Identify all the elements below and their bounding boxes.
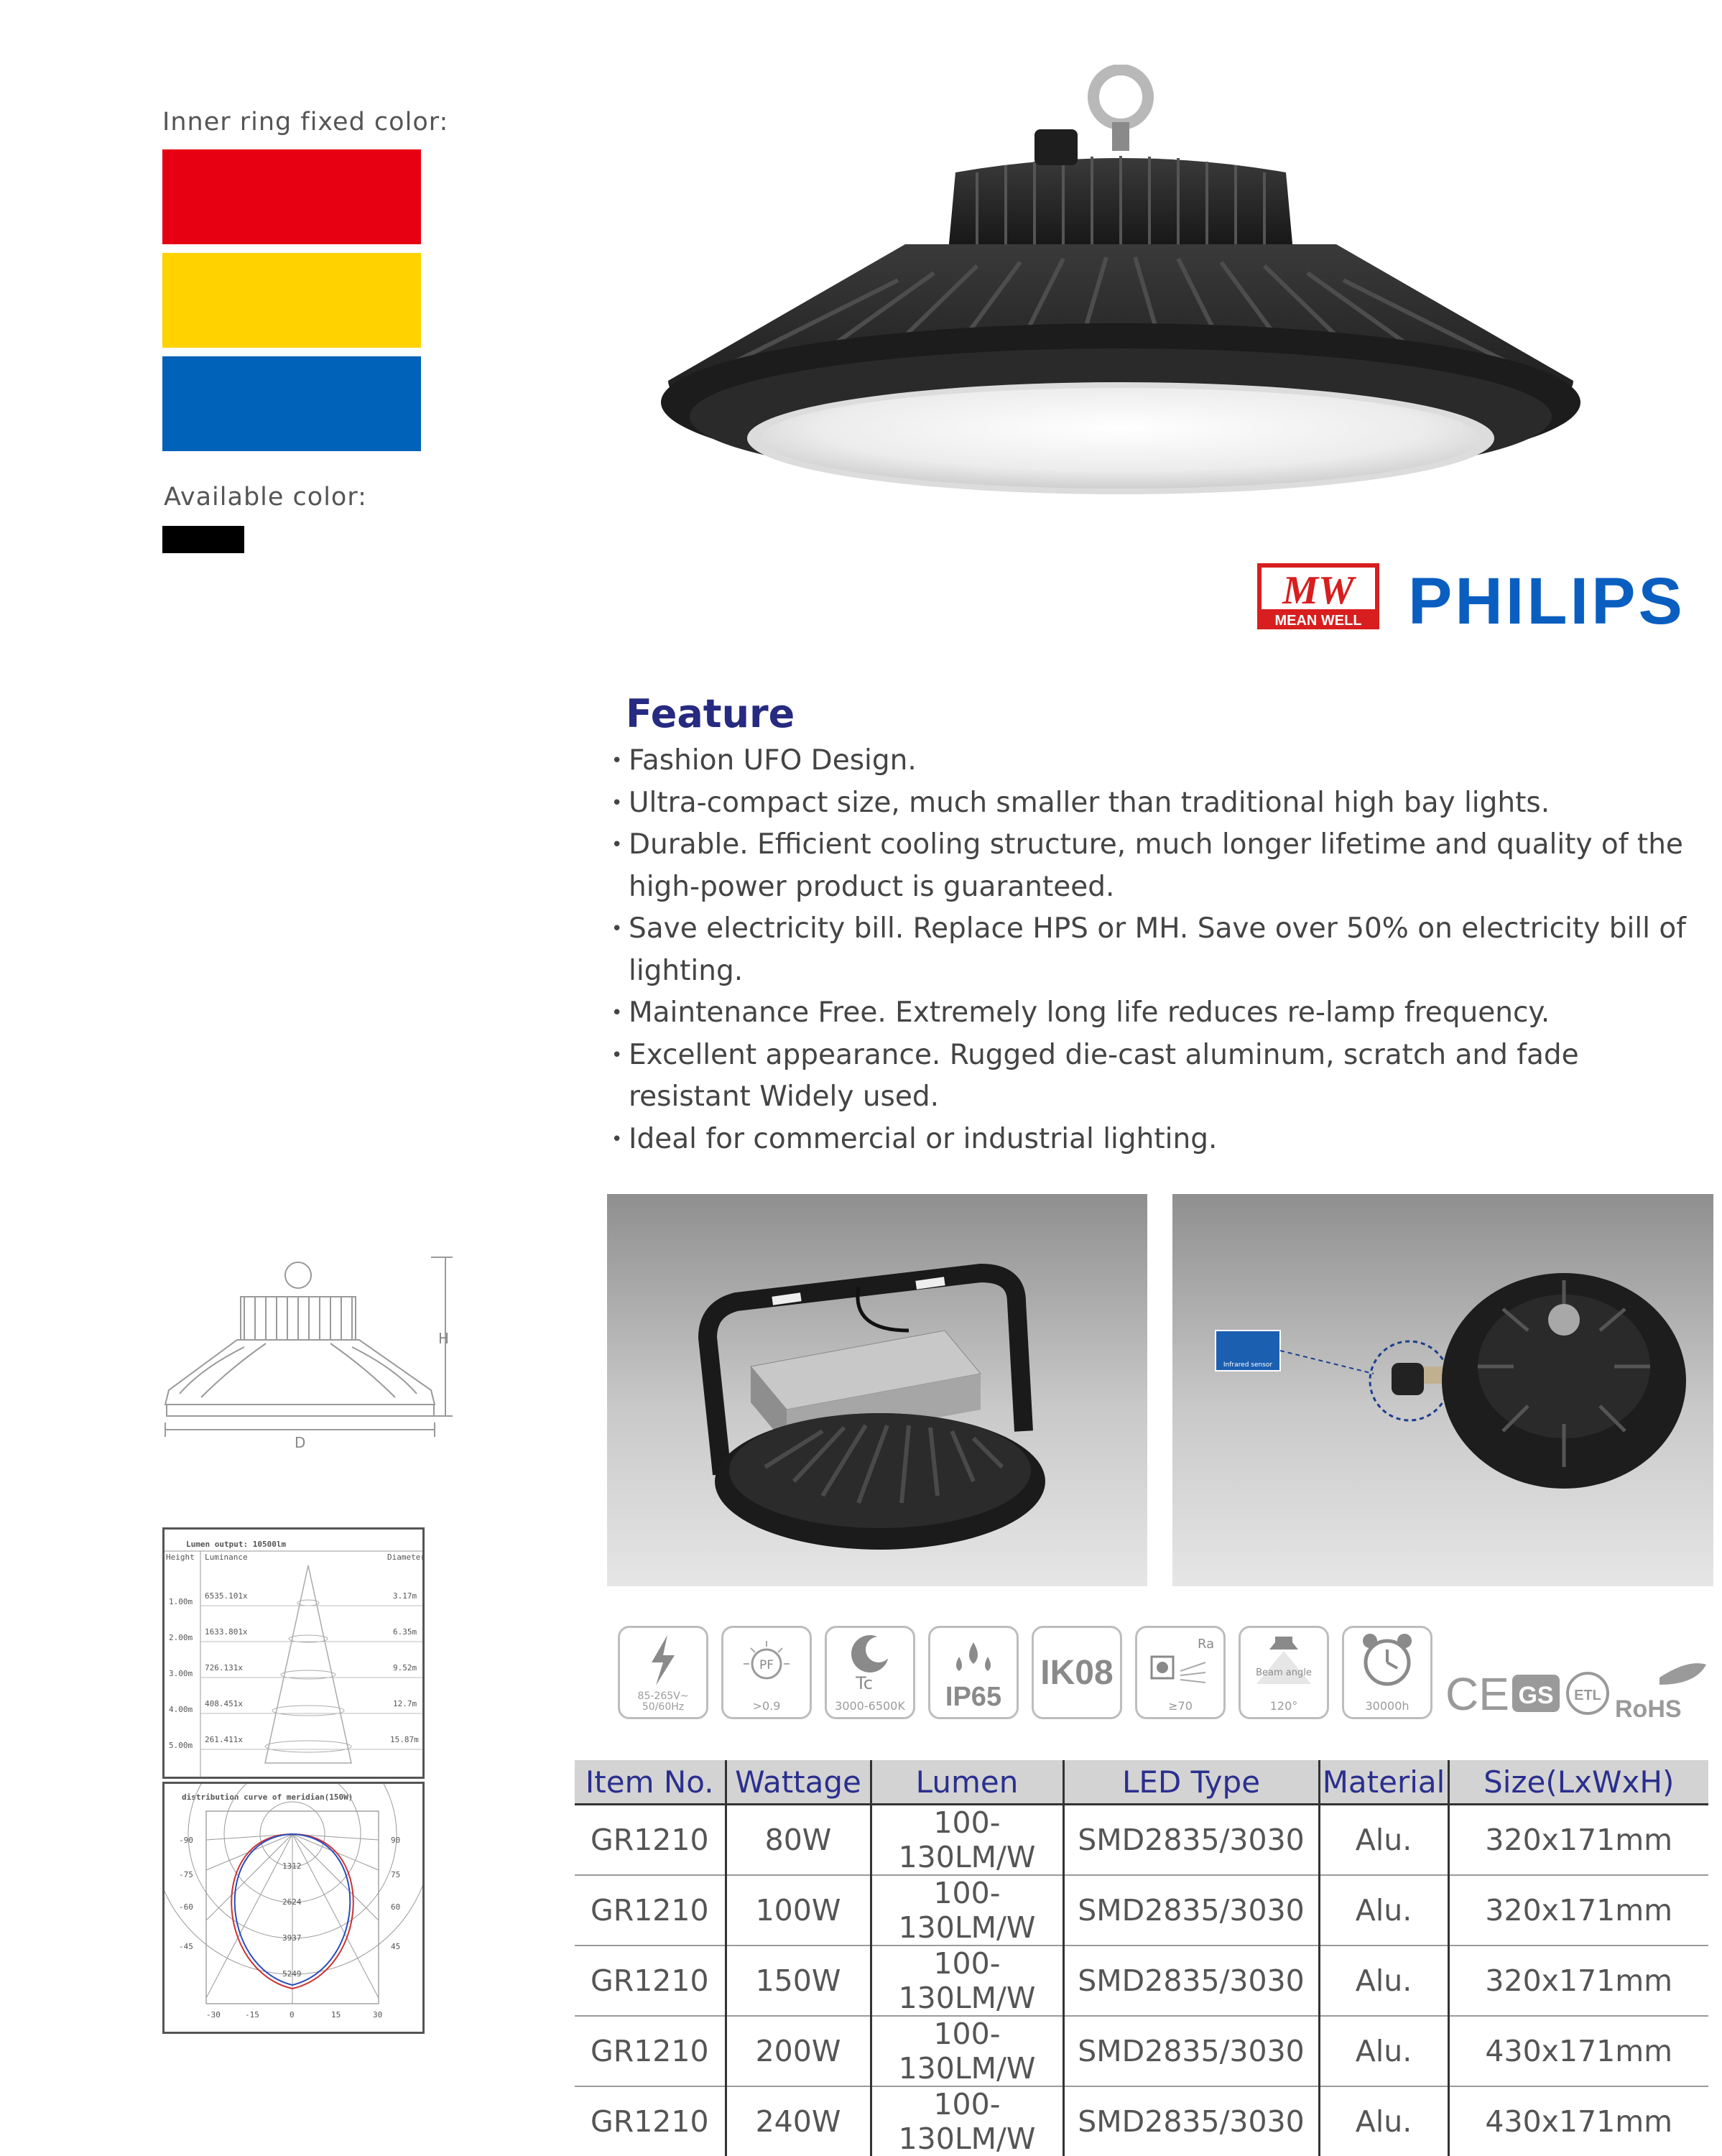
inner-ring-color-label: Inner ring fixed color: <box>162 108 449 137</box>
dimension-drawing <box>158 1254 460 1455</box>
feature-item: • Excellent appearance. Rugged die-cast aluminum, scratch and fade resistant Widely used. <box>611 1035 1689 1119</box>
angle-label: -90 <box>179 1836 193 1845</box>
lumen-diameter: 6.35m <box>393 1627 417 1637</box>
table-cell: GR1210 <box>575 2086 726 2156</box>
angle-label: -60 <box>179 1902 193 1912</box>
table-cell: 430x171mm <box>1448 2086 1708 2156</box>
lumen-diameter: 3.17m <box>393 1591 417 1601</box>
lumen-col-diameter: Diameter <box>387 1553 422 1562</box>
angle-label: 75 <box>391 1870 401 1879</box>
ra-caption: ≥70 <box>1168 1699 1193 1713</box>
cri-icon <box>1135 1626 1226 1719</box>
life-caption: 30000h <box>1365 1699 1409 1713</box>
lumen-height: 4.00m <box>169 1705 193 1714</box>
feature-item: • Save electricity bill. Replace HPS or MH. Save over 50% on electricity bill of lighting. <box>611 908 1689 992</box>
intensity-value: 1312 <box>282 1861 302 1871</box>
ik08-icon <box>1032 1626 1122 1719</box>
table-cell: GR1210 <box>590 1823 709 1857</box>
intensity-value: 5249 <box>282 1969 302 1979</box>
angle-label: -30 <box>206 2010 221 2019</box>
swatch-black <box>162 526 244 553</box>
table-cell: 320x171mm <box>1448 1805 1708 1876</box>
table-row <box>575 1805 1708 1876</box>
feature-title: Feature <box>626 691 795 736</box>
lumen-lux: 726.131x <box>205 1663 243 1672</box>
table-cell: Alu. <box>1319 1805 1448 1876</box>
table-cell: SMD2835/3030 <box>1063 1946 1319 2016</box>
lumen-lux: 1633.801x <box>205 1627 248 1637</box>
intensity-value: 2624 <box>282 1897 302 1907</box>
angle-label: 15 <box>331 2010 341 2019</box>
angle-label: -15 <box>245 2010 259 2019</box>
col-item-no: Item No. <box>575 1760 726 1805</box>
lumen-chart-title: Lumen output: 10500lm <box>186 1540 287 1549</box>
col-lumen: Lumen <box>871 1760 1063 1805</box>
etl-mark <box>1568 1673 1608 1713</box>
lumen-output-chart <box>162 1527 425 1779</box>
ufo-highbay-product-image <box>618 65 1638 524</box>
angle-label: 90 <box>391 1836 401 1845</box>
beam-angle-icon <box>1239 1626 1329 1719</box>
table-cell: 320x171mm <box>1448 1875 1708 1946</box>
col-size: Size(LxWxH) <box>1448 1760 1708 1805</box>
lumen-col-luminance: Luminance <box>205 1553 248 1562</box>
table-cell: SMD2835/3030 <box>1063 1875 1319 1946</box>
table-cell: Alu. <box>1319 2016 1448 2086</box>
col-wattage: Wattage <box>726 1760 871 1805</box>
lumen-diameter: 12.7m <box>393 1699 417 1708</box>
feature-item: • Ideal for commercial or industrial lighting. <box>611 1119 1689 1161</box>
svg-text:GS: GS <box>1518 1682 1554 1709</box>
table-cell: 150W <box>726 1946 871 2016</box>
meanwell-logo-text: MW <box>1282 568 1354 613</box>
table-cell: 80W <box>726 1805 871 1876</box>
table-cell: Alu. <box>1319 2086 1448 2156</box>
pf-caption: >0.9 <box>752 1699 781 1713</box>
intensity-value: 3937 <box>282 1933 302 1943</box>
gs-mark <box>1512 1675 1560 1712</box>
meanwell-logo <box>1257 563 1379 629</box>
swatch-red <box>162 149 421 244</box>
angle-label: 30 <box>373 2010 383 2019</box>
table-cell: 100-130LM/W <box>871 1875 1063 1946</box>
angle-label: 45 <box>391 1942 401 1951</box>
lumen-lux: 6535.101x <box>205 1591 248 1601</box>
feature-list <box>611 740 1689 1160</box>
lumen-lux: 408.451x <box>205 1699 243 1708</box>
table-cell: 320x171mm <box>1448 1946 1708 2016</box>
distribution-curve-chart <box>162 1782 425 2034</box>
lumen-height: 1.00m <box>169 1597 193 1606</box>
col-led-type: LED Type <box>1063 1760 1319 1805</box>
beam-caption: 120° <box>1269 1699 1298 1713</box>
table-cell: 240W <box>726 2086 871 2156</box>
lifespan-icon <box>1342 1626 1432 1719</box>
sensor-photo <box>1172 1194 1713 1586</box>
lumen-col-height: Height <box>166 1553 195 1562</box>
swatch-yellow <box>162 253 421 348</box>
ce-mark: CE <box>1445 1668 1509 1720</box>
lumen-height: 5.00m <box>169 1741 193 1750</box>
ik-rating: IK08 <box>1040 1654 1114 1692</box>
angle-label: -75 <box>179 1870 193 1879</box>
lumen-diameter: 15.87m <box>390 1735 419 1744</box>
feature-item: • Durable. Efficient cooling structure, much longer lifetime and quality of the high-power product is guaranteed. <box>611 824 1689 908</box>
beam-label: Beam angle <box>1256 1667 1312 1678</box>
feature-item: • Maintenance Free. Extremely long life reduces re-lamp frequency. <box>611 992 1689 1035</box>
table-row <box>575 1946 1708 2016</box>
table-cell: 200W <box>726 2016 871 2086</box>
angle-label: -45 <box>179 1942 193 1951</box>
voltage-caption: 85-265V~ 50/60Hz <box>637 1690 689 1713</box>
rohs-mark: RoHS <box>1615 1695 1682 1721</box>
svg-text:ETL: ETL <box>1574 1688 1601 1703</box>
table-cell: Alu. <box>1319 1875 1448 1946</box>
height-label: H <box>438 1330 450 1347</box>
table-cell: Alu. <box>1319 1946 1448 2016</box>
pf-symbol: PF <box>759 1658 774 1672</box>
lumen-height: 3.00m <box>169 1669 193 1678</box>
angle-label: 60 <box>391 1902 401 1912</box>
table-cell: 430x171mm <box>1448 2016 1708 2086</box>
power-factor-icon <box>721 1626 812 1719</box>
table-cell: 100-130LM/W <box>871 1946 1063 2016</box>
table-cell: GR1210 <box>575 1875 726 1946</box>
table-cell: GR1210 <box>575 1946 726 2016</box>
table-cell: 100-130LM/W <box>871 2086 1063 2156</box>
meanwell-subtext: MEAN WELL <box>1274 613 1362 629</box>
ra-symbol: Ra <box>1198 1637 1215 1652</box>
sensor-label: Infrared sensor <box>1223 1361 1273 1369</box>
voltage-icon <box>618 1626 708 1719</box>
feature-item: • Fashion UFO Design. <box>611 740 1689 782</box>
ip-rating: IP65 <box>945 1682 1002 1712</box>
table-row <box>575 2016 1708 2086</box>
feature-item: • Ultra-compact size, much smaller than traditional high bay lights. <box>611 782 1689 825</box>
table-cell: 100-130LM/W <box>871 1805 1063 1876</box>
bracket-driver-photo <box>607 1194 1147 1586</box>
col-material: Material <box>1319 1760 1448 1805</box>
table-cell: SMD2835/3030 <box>1063 2016 1319 2086</box>
philips-logo: PHILIPS <box>1408 565 1685 638</box>
angle-label: 0 <box>290 2010 295 2019</box>
table-row <box>575 2086 1708 2156</box>
distribution-chart-title: distribution curve of meridian(150W) <box>182 1792 353 1802</box>
spec-table <box>575 1760 1708 2156</box>
cct-caption: 3000-6500K <box>835 1699 905 1713</box>
lumen-lux: 261.411x <box>205 1735 243 1744</box>
diameter-label: D <box>295 1434 306 1451</box>
table-cell: 100W <box>726 1875 871 1946</box>
lumen-diameter: 9.52m <box>393 1663 417 1672</box>
cct-symbol: Tc <box>856 1673 873 1693</box>
table-header-row <box>575 1760 1708 1805</box>
available-color-label: Available color: <box>164 483 367 512</box>
table-cell: GR1210 <box>575 2016 726 2086</box>
table-cell: SMD2835/3030 <box>1063 2086 1319 2156</box>
color-temperature-icon <box>825 1626 915 1719</box>
table-cell: SMD2835/3030 <box>1063 1805 1319 1876</box>
table-cell: 100-130LM/W <box>871 2016 1063 2086</box>
certification-logos <box>1444 1656 1717 1721</box>
lumen-height: 2.00m <box>169 1633 193 1642</box>
ip65-icon <box>928 1626 1019 1719</box>
table-row <box>575 1875 1708 1946</box>
swatch-blue <box>162 356 421 451</box>
